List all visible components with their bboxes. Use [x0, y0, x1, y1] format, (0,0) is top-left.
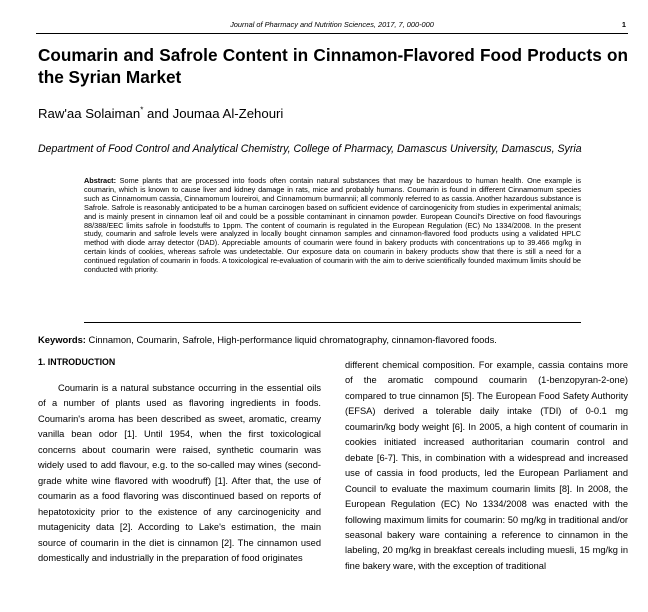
- abstract: [84, 177, 581, 275]
- keywords: [38, 334, 628, 345]
- keywords-label: Keywords:: [38, 334, 86, 345]
- corresponding-author-marker: *: [140, 105, 144, 115]
- article-title: Coumarin and Safrole Content in Cinnamon-Flavored Food Products on the Syrian Market: [38, 45, 628, 87]
- abstract-box: [84, 177, 581, 323]
- running-header: Journal of Pharmacy and Nutrition Sciences, 2017, 7, 000-000: [230, 20, 434, 29]
- body-column-left: Coumarin is a natural substance occurring in the essential oils of a number of plants used as flavoring ingredients in foods. Coumarin's aroma has been described as sweet, aromatic, creamy vanilla bean odor [1]. Until 1954, when the first toxicological concerns about coumarin were raised, synthetic coumarin was widely used to add flavour, e.g. to the so-called may wines (second-grade white wine flavored with woodruff) [1]. After that, the use of coumarin as a food flavoring was discontinued based on reports of hepatotoxicity prior to the existence of any carcinogenicity and mutagenicity data [2]. According to Lake's estimation, the main source of coumarin in the diet is cinnamon [2]. The cinnamon used domestically and industrially in the preparation of food originates: [38, 383, 321, 563]
- author-1: Raw'aa Solaiman: [38, 106, 141, 121]
- author-list: [38, 106, 628, 121]
- affiliation: Department of Food Control and Analytical Chemistry, College of Pharmacy, Damascus University, Damascus, Syria: [38, 143, 582, 155]
- author-2: and Joumaa Al-Zehouri: [143, 106, 284, 121]
- body-column-right: different chemical composition. For example, cassia contains more of the aromatic compound coumarin (1-benzopyran-2-one) compared to true cinnamon [5]. The European Food Safety Authority (EFSA) derived a tolerable daily intake (TDI) of 0-0.1 mg coumarin/kg body weight [6]. In 2005, a high content of coumarin in cookies initiated increased authoritarian coumarin control and debate [6-7]. This, in combination with a widespread and increased use of cassia in food products, led the European Parliament and Council to evaluate the maximum coumarin limits [8]. In 2008, the European Regulation (EC) No 1334/2008 was enacted with the following maximum limits for coumarin: 50 mg/kg in traditional and/or seasonal bakery ware containing a reference to cinnamon in the labeling, 20 mg/kg in breakfast cereals including muesli, 15 mg/kg in fine bakery ware, with the exception of traditional: [345, 360, 628, 571]
- header-rule: [36, 33, 628, 34]
- keywords-text: Cinnamon, Coumarin, Safrole, High-performance liquid chromatography, cinnamon-flavored foods.: [85, 334, 497, 345]
- page-number: 1: [621, 20, 626, 29]
- abstract-label: Abstract:: [84, 176, 117, 185]
- abstract-text: Some plants that are processed into foods often contain natural substances that may be hazardous to human health. One example is coumarin, which is known to cause liver and kidney damage in rats, mice and probably humans. Coumarin is found in different Cinnamomum species such as Cinnamomum cassia, Cinnamomum loureiroi, and Cinnamomum burmannii; all commonly referred to as cassia. Another hazardous substance is Safrole. Safrole is reasonably anticipated to be a human carcinogen based on sufficient evidence of carcinogenicity from studies in experimental animals; and is mainly present in cinnamon leaf oil and could be a possible contaminant in cinnamon powder. European Council's Directive on food flavourings 88/388/EEC limits safrole in foodstuffs to 1ppm. The content of coumarin is regulated in the European Regulation (EC) No 1334/2008. In the present study, coumarin and safrole levels were analyzed in locally bought cinnamon samples and cinnamon-flavored food products using a validated HPLC method with diode array detector (DAD). Appreciable amounts of coumarin were found in bakery products with concentrations up to 39.466 mg/kg in certain kinds of cookies, whereas safrole was undetectable. Our exposure data on coumarin in bakery products show that there is still a need for a continued regulation of coumarin in foods. A toxicological re-evaluation of coumarin with the aim to derive scientifically founded maximum limits should be conducted with priority.: [84, 176, 581, 275]
- section-heading-introduction: 1. INTRODUCTION: [38, 357, 116, 367]
